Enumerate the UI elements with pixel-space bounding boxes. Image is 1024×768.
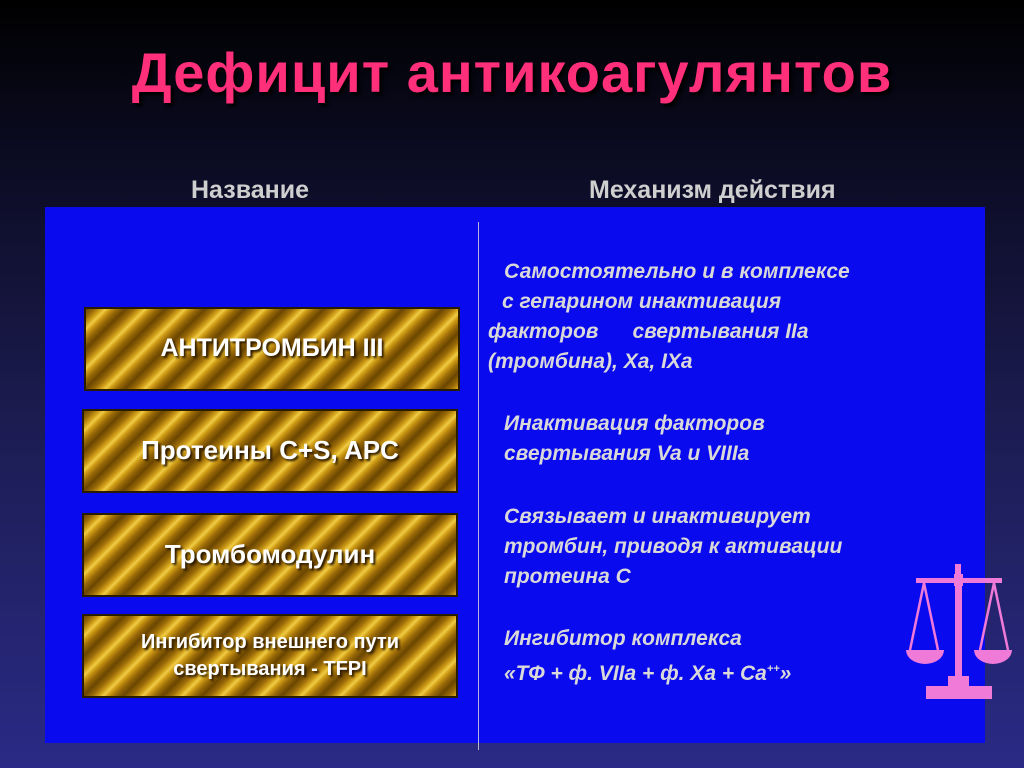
name-column-header: Название: [191, 176, 310, 204]
antithrombin-mechanism: [488, 257, 850, 377]
tfpi-box: [82, 614, 458, 698]
formula-end: »: [779, 662, 792, 685]
column-divider: [478, 222, 479, 750]
mechanism-line: Самостоятельно и в комплексе: [504, 260, 850, 283]
mechanism-line: тромбин, приводя к активации: [504, 535, 843, 558]
mechanism-line: Инактивация факторов: [504, 412, 765, 435]
antithrombin-label: АНТИТРОМБИН III: [160, 334, 384, 363]
mechanism-line: (тромбина), Xa, IXa: [488, 350, 693, 373]
mechanism-line: Связывает и инактивирует: [504, 505, 811, 528]
tfpi-label-line2: свертывания - TFPI: [173, 658, 367, 680]
mechanism-word: свертывания IIa: [632, 320, 809, 343]
mechanism-line: свертывания Va и VIIIa: [504, 442, 750, 465]
mechanism-line: с гепарином инактивация: [502, 290, 782, 313]
mechanism-line: [504, 654, 791, 689]
calcium-charge: ++: [766, 663, 780, 675]
mechanism-formula: «ТФ + ф. VIIa + ф. Xa + Ca: [504, 662, 767, 685]
mechanism-line: Ингибитор комплекса: [504, 627, 742, 650]
mechanism-line: протеина С: [504, 565, 631, 588]
mechanism-word: факторов: [488, 320, 599, 343]
thrombomodulin-label: Тромбомодулин: [164, 539, 376, 570]
proteins-label: Протеины С+S, APC: [141, 435, 399, 466]
mechanism-line: [488, 317, 850, 347]
tfpi-label-line1: Ингибитор внешнего пути: [141, 631, 399, 653]
mechanism-column-header: Механизм действия: [589, 176, 836, 204]
thrombomodulin-box: [82, 513, 458, 597]
proteins-mechanism: [504, 409, 765, 469]
proteins-box: [82, 409, 458, 493]
antithrombin-box: [84, 307, 460, 391]
tfpi-mechanism: [504, 624, 791, 689]
balance-scales-icon: [904, 560, 1016, 710]
thrombomodulin-mechanism: [504, 502, 842, 592]
slide-title: Дефицит антикоагулянтов: [131, 41, 893, 104]
